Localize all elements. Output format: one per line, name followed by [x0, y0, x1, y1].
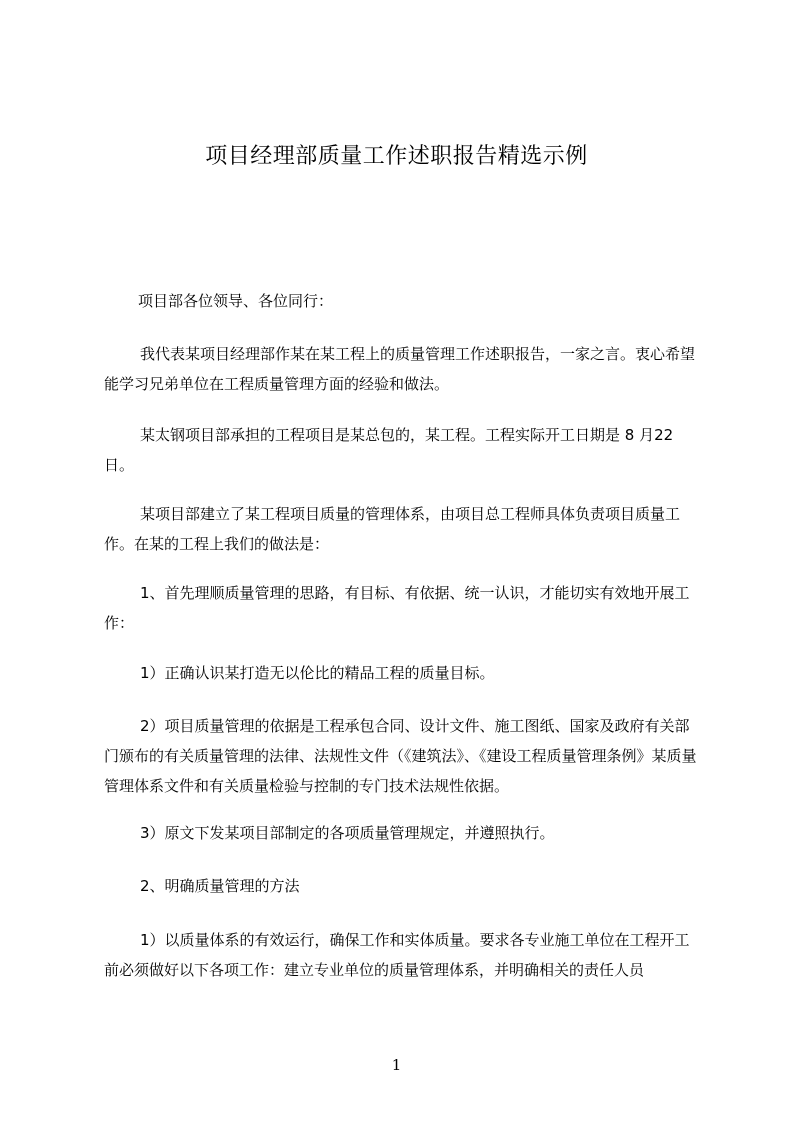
- paragraph: 3）原文下发某项目部制定的各项质量管理规定，并遵照执行。: [140, 824, 555, 842]
- paragraph: 某太钢项目部承担的工程项目是某总包的，某工程。工程实际开工日期是 8 月22 日。: [104, 426, 674, 474]
- paragraph: 1）正确认识某打造无以伦比的精品工程的质量目标。: [140, 664, 495, 682]
- document-title: 项目经理部质量工作述职报告精选示例: [205, 144, 588, 169]
- paragraph: 1、首先理顺质量管理的思路，有目标、有依据、统一认识，才能切实有效地开展工作：: [104, 584, 690, 632]
- paragraph: 1）以质量体系的有效运行，确保工作和实体质量。要求各专业施工单位在工程开工前必须做好以下各项工作：建立专业单位的质量管理体系，并明确相关的责任人员: [104, 931, 690, 979]
- paragraph: 我代表某项目经理部作某在某工程上的质量管理工作述职报告，一家之言。衷心希望能学习兄弟单位在工程质量管理方面的经验和做法。: [104, 345, 696, 393]
- page-number: 1: [391, 1056, 402, 1074]
- paragraph: 2）项目质量管理的依据是工程承包合同、设计文件、施工图纸、国家及政府有关部门颁布的有关质量管理的法律、法规性文件（《建筑法》、《建设工程质量管理条例》某质量管理体系文件和有关质量检验与控制的专门技术法规性依据。: [104, 717, 697, 795]
- paragraph: 2、明确质量管理的方法: [140, 877, 300, 895]
- paragraph: 某项目部建立了某工程项目质量的管理体系，由项目总工程师具体负责项目质量工作。在某的工程上我们的做法是：: [104, 505, 681, 553]
- paragraph-salutation: 项目部各位领导、各位同行：: [138, 292, 334, 310]
